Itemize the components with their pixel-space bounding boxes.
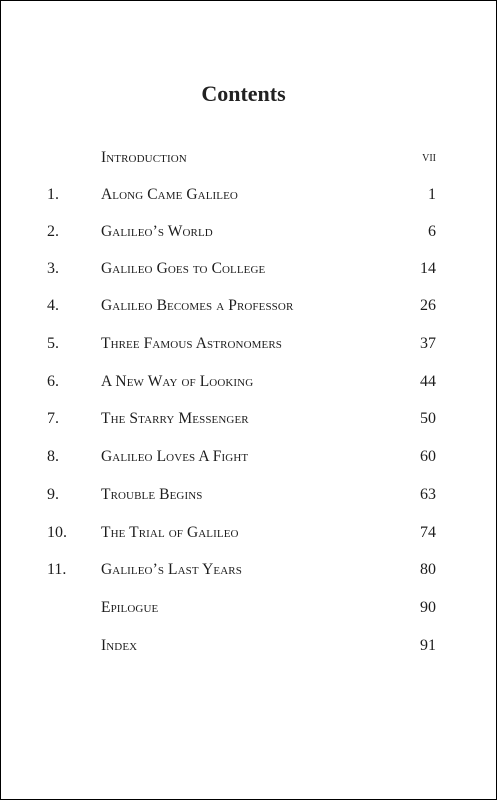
toc-entry-10[interactable] xyxy=(1,521,497,545)
page-number: 91 xyxy=(420,637,436,654)
toc-entry-6[interactable] xyxy=(1,370,497,394)
page-number: 37 xyxy=(420,335,436,352)
page-number: 14 xyxy=(420,260,436,277)
toc-entry-7[interactable] xyxy=(1,407,497,431)
toc-entry-epilogue[interactable] xyxy=(1,596,497,620)
chapter-number: 9. xyxy=(47,486,59,503)
chapter-number: 10. xyxy=(47,524,67,541)
page-number: 6 xyxy=(428,223,436,240)
toc-entry-11[interactable] xyxy=(1,558,497,582)
chapter-title: Index xyxy=(101,637,138,654)
page-number: 1 xyxy=(428,186,436,203)
page-number: 44 xyxy=(420,373,436,390)
page-number: 80 xyxy=(420,561,436,578)
chapter-number: 7. xyxy=(47,410,59,427)
chapter-title: The Trial of Galileo xyxy=(101,524,239,541)
chapter-title: Along Came Galileo xyxy=(101,186,238,203)
page-number: 26 xyxy=(420,297,436,314)
chapter-number: 5. xyxy=(47,335,59,352)
page-number: 90 xyxy=(420,599,436,616)
toc-entry-9[interactable] xyxy=(1,483,497,507)
chapter-title: Trouble Begins xyxy=(101,486,203,503)
page-title: Contents xyxy=(201,81,286,106)
page-number: 50 xyxy=(420,410,436,427)
toc-entry-introduction[interactable] xyxy=(1,146,497,170)
chapter-title: The Starry Messenger xyxy=(101,410,249,427)
chapter-number: 3. xyxy=(47,260,59,277)
chapter-title: Galileo Loves A Fight xyxy=(101,448,249,465)
page-number: 74 xyxy=(420,524,436,541)
chapter-number: 1. xyxy=(47,186,59,203)
toc-entry-3[interactable] xyxy=(1,257,497,281)
toc-entry-4[interactable] xyxy=(1,294,497,318)
chapter-title: Galileo’s Last Years xyxy=(101,561,242,578)
chapter-number: 4. xyxy=(47,297,59,314)
toc-entry-index[interactable] xyxy=(1,634,497,658)
page-number: 63 xyxy=(420,486,436,503)
page-number: 60 xyxy=(420,448,436,465)
chapter-title: Galileo Becomes a Professor xyxy=(101,297,294,314)
chapter-title: Galileo’s World xyxy=(101,223,213,240)
chapter-number: 2. xyxy=(47,223,59,240)
chapter-title: Epilogue xyxy=(101,599,159,616)
chapter-title: A New Way of Looking xyxy=(101,373,254,390)
toc-entry-8[interactable] xyxy=(1,445,497,469)
chapter-number: 11. xyxy=(47,561,67,578)
chapter-title: Introduction xyxy=(101,149,187,166)
chapter-title: Three Famous Astronomers xyxy=(101,335,282,352)
chapter-title: Galileo Goes to College xyxy=(101,260,266,277)
toc-entry-5[interactable] xyxy=(1,332,497,356)
toc-entry-1[interactable] xyxy=(1,183,497,207)
chapter-number: 6. xyxy=(47,373,59,390)
page-number: vii xyxy=(422,150,436,165)
toc-entry-2[interactable] xyxy=(1,220,497,244)
chapter-number: 8. xyxy=(47,448,59,465)
